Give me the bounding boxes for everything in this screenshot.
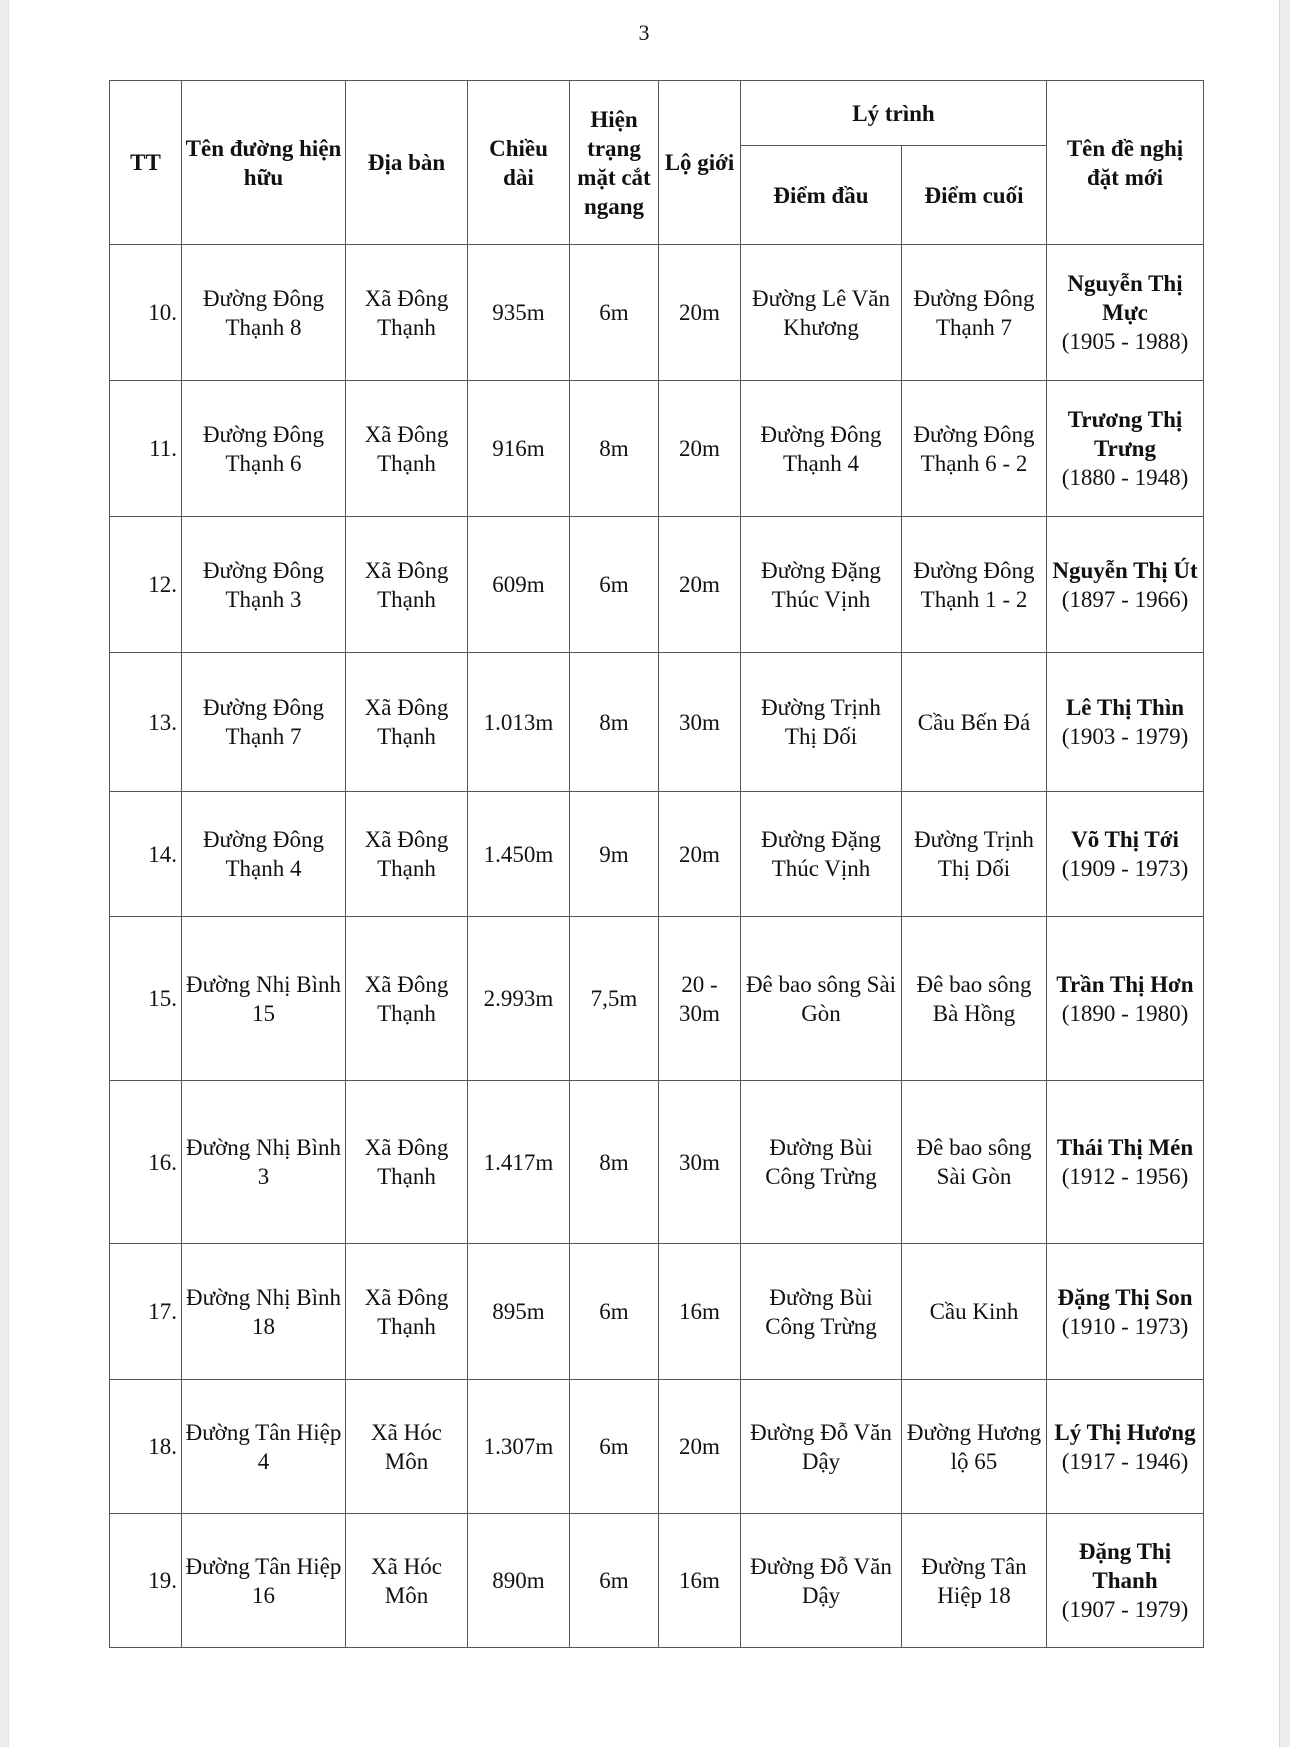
document-page — [8, 0, 1280, 1747]
start-point-cell: Đê bao sông Sài Gòn — [741, 917, 902, 1081]
table-row — [110, 653, 1204, 792]
start-point-cell: Đường Đông Thạnh 4 — [741, 381, 902, 517]
table-row — [110, 517, 1204, 653]
header-route: Lý trình — [741, 81, 1047, 146]
row-number: 13. — [110, 653, 182, 792]
row-number: 14. — [110, 792, 182, 917]
proposed-name: Nguyễn Thị Mực — [1067, 271, 1183, 325]
length-cell: 2.993m — [468, 917, 570, 1081]
proposed-name-years: (1880 - 1948) — [1061, 465, 1189, 490]
proposed-name-years: (1917 - 1946) — [1061, 1448, 1189, 1474]
proposed-name-cell — [1047, 1244, 1204, 1380]
proposed-name-years: (1897 - 1966) — [1061, 586, 1189, 612]
end-point-cell: Đê bao sông Bà Hồng — [902, 917, 1047, 1081]
row-number: 19. — [110, 1514, 182, 1648]
proposed-name: Lê Thị Thìn — [1065, 695, 1185, 720]
proposed-name-cell — [1047, 1380, 1204, 1514]
start-point-cell: Đường Đỗ Văn Dậy — [741, 1514, 902, 1648]
header-cross-section: Hiện trạng mặt cắt ngang — [570, 81, 659, 245]
proposed-name-years: (1890 - 1980) — [1061, 1000, 1189, 1026]
start-point-cell: Đường Bùi Công Trừng — [741, 1244, 902, 1380]
right-of-way-cell: 30m — [659, 653, 741, 792]
existing-road-name: Đường Nhị Bình 3 — [182, 1081, 346, 1244]
existing-road-name: Đường Nhị Bình 18 — [182, 1244, 346, 1380]
proposed-name-cell — [1047, 917, 1204, 1081]
right-of-way-cell: 20 - 30m — [659, 917, 741, 1081]
proposed-name: Đặng Thị Son — [1057, 1284, 1193, 1310]
row-number: 16. — [110, 1081, 182, 1244]
right-of-way-cell: 20m — [659, 245, 741, 381]
end-point-cell: Cầu Bến Đá — [902, 653, 1047, 792]
existing-road-name: Đường Đông Thạnh 3 — [182, 517, 346, 653]
start-point-cell: Đường Đặng Thúc Vịnh — [741, 517, 902, 653]
page-number: 3 — [638, 20, 650, 45]
road-naming-table — [109, 80, 1204, 1648]
length-cell: 1.417m — [468, 1081, 570, 1244]
proposed-name-years: (1903 - 1979) — [1061, 724, 1189, 749]
table-row — [110, 1514, 1204, 1648]
end-point-cell: Cầu Kinh — [902, 1244, 1047, 1380]
row-number: 12. — [110, 517, 182, 653]
start-point-cell: Đường Trịnh Thị Dối — [741, 653, 902, 792]
area-cell: Xã Đông Thạnh — [346, 517, 468, 653]
area-cell: Xã Đông Thạnh — [346, 245, 468, 381]
proposed-name-cell — [1047, 517, 1204, 653]
existing-road-name: Đường Đông Thạnh 4 — [182, 792, 346, 917]
existing-road-name: Đường Tân Hiệp 16 — [182, 1514, 346, 1648]
length-cell: 916m — [468, 381, 570, 517]
row-number: 15. — [110, 917, 182, 1081]
proposed-name-years: (1905 - 1988) — [1061, 329, 1189, 354]
proposed-name-cell — [1047, 245, 1204, 381]
cross-section-cell: 6m — [570, 1380, 659, 1514]
right-of-way-cell: 30m — [659, 1081, 741, 1244]
cross-section-cell: 8m — [570, 381, 659, 517]
area-cell: Xã Đông Thạnh — [346, 1244, 468, 1380]
end-point-cell: Đường Hương lộ 65 — [902, 1380, 1047, 1514]
proposed-name: Đặng Thị Thanh — [1078, 1539, 1172, 1593]
proposed-name-cell — [1047, 1081, 1204, 1244]
proposed-name: Trương Thị Trưng — [1067, 407, 1183, 461]
cross-section-cell: 6m — [570, 1244, 659, 1380]
proposed-name-cell — [1047, 1514, 1204, 1648]
row-number: 10. — [110, 245, 182, 381]
right-of-way-cell: 20m — [659, 792, 741, 917]
table-row — [110, 1380, 1204, 1514]
proposed-name: Nguyễn Thị Út — [1052, 557, 1198, 583]
existing-road-name: Đường Đông Thạnh 8 — [182, 245, 346, 381]
area-cell: Xã Hóc Môn — [346, 1380, 468, 1514]
proposed-name-years: (1910 - 1973) — [1061, 1313, 1189, 1339]
proposed-name: Thái Thị Mén — [1056, 1135, 1194, 1160]
proposed-name-years: (1909 - 1973) — [1061, 856, 1189, 881]
proposed-name-cell — [1047, 653, 1204, 792]
table-body — [110, 245, 1204, 1648]
right-of-way-cell: 16m — [659, 1244, 741, 1380]
cross-section-cell: 9m — [570, 792, 659, 917]
length-cell: 890m — [468, 1514, 570, 1648]
area-cell: Xã Đông Thạnh — [346, 653, 468, 792]
end-point-cell: Đường Trịnh Thị Dối — [902, 792, 1047, 917]
start-point-cell: Đường Đặng Thúc Vịnh — [741, 792, 902, 917]
existing-road-name: Đường Đông Thạnh 7 — [182, 653, 346, 792]
header-proposed-name: Tên đề nghị đặt mới — [1047, 81, 1204, 245]
start-point-cell: Đường Bùi Công Trừng — [741, 1081, 902, 1244]
length-cell: 1.307m — [468, 1380, 570, 1514]
cross-section-cell: 6m — [570, 517, 659, 653]
end-point-cell: Đê bao sông Sài Gòn — [902, 1081, 1047, 1244]
end-point-cell: Đường Đông Thạnh 1 - 2 — [902, 517, 1047, 653]
table-row — [110, 381, 1204, 517]
row-number: 18. — [110, 1380, 182, 1514]
length-cell: 609m — [468, 517, 570, 653]
proposed-name: Võ Thị Tới — [1071, 827, 1179, 852]
existing-road-name: Đường Tân Hiệp 4 — [182, 1380, 346, 1514]
header-tt: TT — [110, 81, 182, 245]
proposed-name: Lý Thị Hương — [1054, 1419, 1196, 1445]
header-area: Địa bàn — [346, 81, 468, 245]
proposed-name-years: (1907 - 1979) — [1061, 1597, 1189, 1622]
row-number: 11. — [110, 381, 182, 517]
header-length: Chiều dài — [468, 81, 570, 245]
area-cell: Xã Đông Thạnh — [346, 1081, 468, 1244]
table-row — [110, 1244, 1204, 1380]
right-of-way-cell: 20m — [659, 381, 741, 517]
length-cell: 895m — [468, 1244, 570, 1380]
header-right-of-way: Lộ giới — [659, 81, 741, 245]
end-point-cell: Đường Đông Thạnh 7 — [902, 245, 1047, 381]
proposed-name-cell — [1047, 381, 1204, 517]
area-cell: Xã Đông Thạnh — [346, 792, 468, 917]
length-cell: 1.013m — [468, 653, 570, 792]
table-row — [110, 917, 1204, 1081]
header-end-point: Điểm cuối — [902, 146, 1047, 245]
proposed-name-years: (1912 - 1956) — [1061, 1164, 1189, 1189]
header-existing-name: Tên đường hiện hữu — [182, 81, 346, 245]
existing-road-name: Đường Đông Thạnh 6 — [182, 381, 346, 517]
table-row — [110, 792, 1204, 917]
length-cell: 935m — [468, 245, 570, 381]
area-cell: Xã Đông Thạnh — [346, 917, 468, 1081]
cross-section-cell: 6m — [570, 1514, 659, 1648]
table-row — [110, 1081, 1204, 1244]
end-point-cell: Đường Tân Hiệp 18 — [902, 1514, 1047, 1648]
cross-section-cell: 8m — [570, 1081, 659, 1244]
right-of-way-cell: 16m — [659, 1514, 741, 1648]
end-point-cell: Đường Đông Thạnh 6 - 2 — [902, 381, 1047, 517]
cross-section-cell: 8m — [570, 653, 659, 792]
header-start-point: Điểm đầu — [741, 146, 902, 245]
start-point-cell: Đường Lê Văn Khương — [741, 245, 902, 381]
length-cell: 1.450m — [468, 792, 570, 917]
table-row — [110, 245, 1204, 381]
proposed-name-cell — [1047, 792, 1204, 917]
area-cell: Xã Đông Thạnh — [346, 381, 468, 517]
area-cell: Xã Hóc Môn — [346, 1514, 468, 1648]
existing-road-name: Đường Nhị Bình 15 — [182, 917, 346, 1081]
proposed-name: Trần Thị Hơn — [1056, 971, 1194, 997]
cross-section-cell: 6m — [570, 245, 659, 381]
start-point-cell: Đường Đỗ Văn Dậy — [741, 1380, 902, 1514]
right-of-way-cell: 20m — [659, 517, 741, 653]
row-number: 17. — [110, 1244, 182, 1380]
right-of-way-cell: 20m — [659, 1380, 741, 1514]
cross-section-cell: 7,5m — [570, 917, 659, 1081]
